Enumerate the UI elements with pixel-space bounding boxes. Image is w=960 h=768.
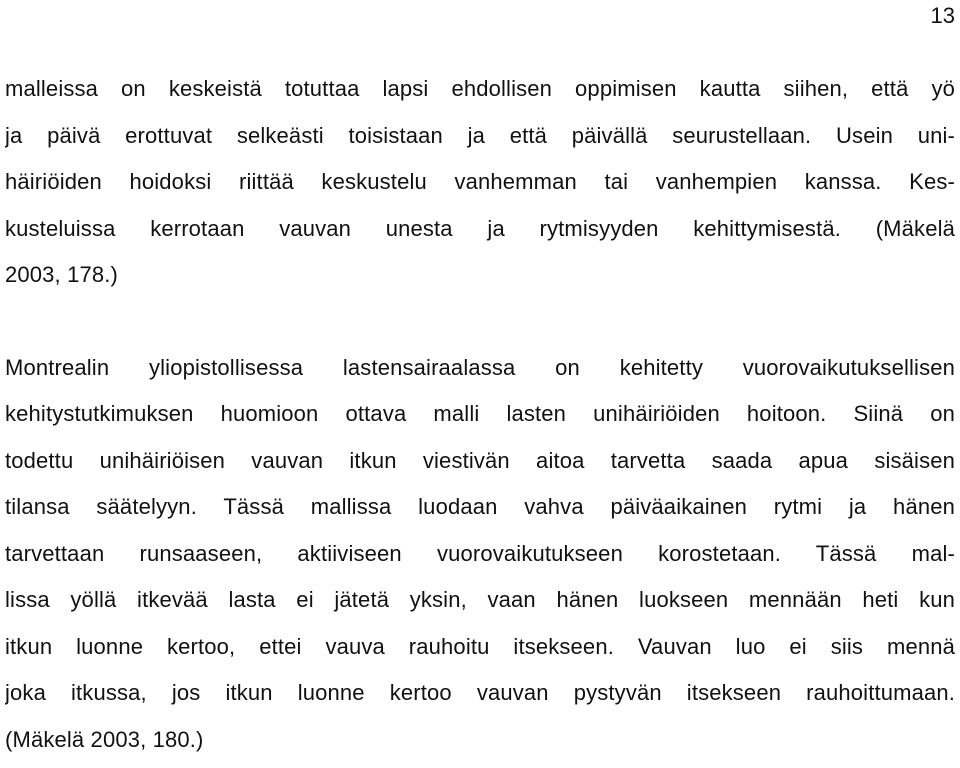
document-body: [5, 71, 955, 768]
paragraph-line: häiriöiden hoidoksi riittää keskustelu vanhemman tai vanhempien kanssa. Kes-: [5, 164, 955, 211]
paragraph-1: [5, 71, 955, 304]
paragraph-line: ja päivä erottuvat selkeästi toisistaan ja että päivällä seurustellaan. Usein uni-: [5, 118, 955, 165]
paragraph-line: Montrealin yliopistollisessa lastensairaalassa on kehitetty vuorovaikutuksellisen: [5, 350, 955, 397]
paragraph-line: (Mäkelä 2003, 180.): [5, 722, 955, 768]
paragraph-line: tilansa säätelyyn. Tässä mallissa luodaan vahva päiväaikainen rytmi ja hänen: [5, 489, 955, 536]
paragraph-spacer: [5, 304, 955, 350]
paragraph-2: [5, 350, 955, 768]
paragraph-line: joka itkussa, jos itkun luonne kertoo vauvan pystyvän itsekseen rauhoittumaan.: [5, 675, 955, 722]
page-number: 13: [931, 2, 955, 30]
paragraph-line: itkun luonne kertoo, ettei vauva rauhoitu itsekseen. Vauvan luo ei siis mennä: [5, 629, 955, 676]
paragraph-line: lissa yöllä itkevää lasta ei jätetä yksin, vaan hänen luokseen mennään heti kun: [5, 582, 955, 629]
paragraph-line: malleissa on keskeistä totuttaa lapsi ehdollisen oppimisen kautta siihen, että yö: [5, 71, 955, 118]
paragraph-line: kusteluissa kerrotaan vauvan unesta ja rytmisyyden kehittymisestä. (Mäkelä: [5, 211, 955, 258]
paragraph-line: kehitystutkimuksen huomioon ottava malli lasten unihäiriöiden hoitoon. Siinä on: [5, 396, 955, 443]
paragraph-line: todettu unihäiriöisen vauvan itkun viestivän aitoa tarvetta saada apua sisäisen: [5, 443, 955, 490]
paragraph-line: 2003, 178.): [5, 257, 955, 304]
paragraph-line: tarvettaan runsaaseen, aktiiviseen vuorovaikutukseen korostetaan. Tässä mal-: [5, 536, 955, 583]
